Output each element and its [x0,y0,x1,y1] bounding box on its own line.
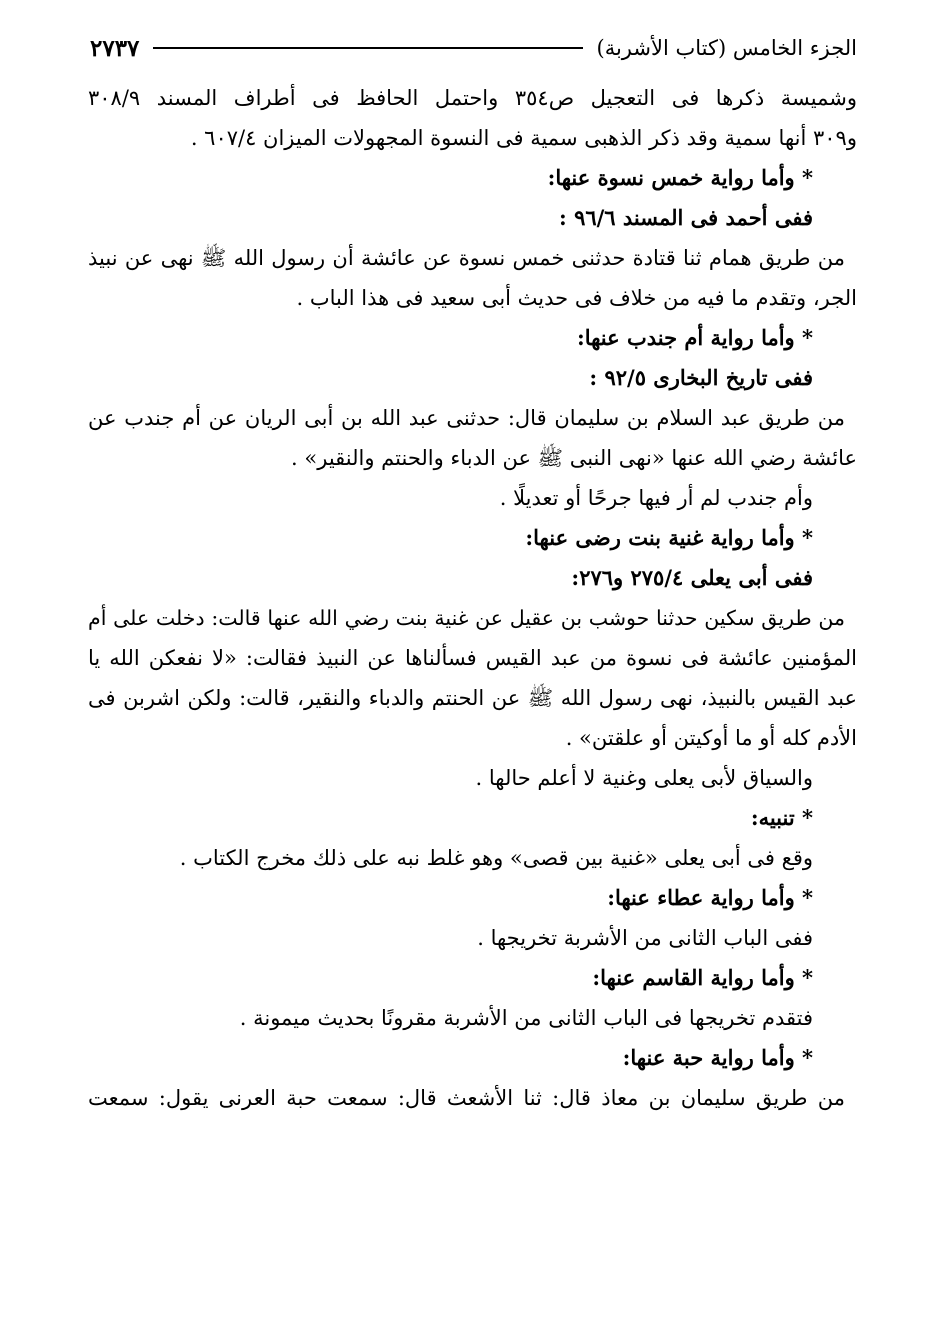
text-line: و٣٠٩ أنها سمية وقد ذكر الذهبى سمية فى النسوة المجهولات الميزان ٦٠٧/٤ . [190,126,857,150]
text-line: وشميسة ذكرها فى التعجيل ص٣٥٤ واحتمل الحافظ فى أطراف المسند ٣٠٨/٩ [88,86,857,110]
source-heading: ففى أبى يعلى ٢٧٥/٤ و٢٧٦: [571,565,813,590]
page-header [90,30,857,66]
text-line: من طريق سكين حدثنا حوشب بن عقيل عن غنية بنت رضي الله عنها قالت: دخلت على أم [88,606,845,630]
text-line: عبد القيس بالنبيذ، نهى رسول الله ﷺ عن الحنتم والدباء والنقير، قالت: ولكن اشربن فى [88,686,857,710]
note-heading: * تنبيه: [750,805,813,830]
source-heading: ففى تاريخ البخارى ٩٢/٥ : [589,365,813,390]
text-line: من طريق عبد السلام بن سليمان قال: حدثنى عبد الله بن أبى الريان عن أم جندب عن [88,406,845,430]
text-line: المؤمنين عائشة فى نسوة من عبد القيس فسألناها عن النبيذ فقالت: «لا نفعكن الله يا [88,646,857,670]
text-line: فتقدم تخريجها فى الباب الثانى من الأشربة مقرونًا بحديث ميمونة . [239,1006,813,1030]
source-heading: ففى أحمد فى المسند ٩٦/٦ : [559,205,813,230]
text-line: ففى الباب الثانى من الأشربة تخريجها . [477,926,813,950]
text-line: وأم جندب لم أر فيها جرحًا أو تعديلًا . [499,486,813,510]
section-heading: * وأما رواية غنية بنت رضى عنها: [525,525,813,550]
page-body [88,78,857,1118]
text-line: الأدم كله أو ما أوكيتن أو علقتن» . [565,726,857,750]
text-line: والسياق لأبى يعلى وغنية لا أعلم حالها . [475,766,813,790]
running-title: الجزء الخامس (كتاب الأشربة) [596,36,857,60]
text-line: وقع فى أبى يعلى «غنية بين قصى» وهو غلط نبه على ذلك مخرج الكتاب . [179,846,813,870]
text-line: من طريق سليمان بن معاذ قال: ثنا الأشعث قال: سمعت حبة العرنى يقول: سمعت [88,1086,845,1110]
text-line: الجر، وتقدم ما فيه من خلاف فى حديث أبى سعيد فى هذا الباب . [296,286,857,310]
header-rule [153,47,582,49]
section-heading: * وأما رواية القاسم عنها: [592,965,813,990]
page-number: ٢٧٣٧ [90,34,140,62]
text-line: من طريق همام ثنا قتادة حدثنى خمس نسوة عن عائشة أن رسول الله ﷺ نهى عن نبيذ [88,246,845,270]
section-heading: * وأما رواية حبة عنها: [622,1045,813,1070]
section-heading: * وأما رواية عطاء عنها: [607,885,813,910]
section-heading: * وأما رواية أم جندب عنها: [576,325,813,350]
text-line: عائشة رضي الله عنها «نهى النبى ﷺ عن الدباء والحنتم والنقير» . [291,446,857,470]
section-heading: * وأما رواية خمس نسوة عنها: [547,165,813,190]
